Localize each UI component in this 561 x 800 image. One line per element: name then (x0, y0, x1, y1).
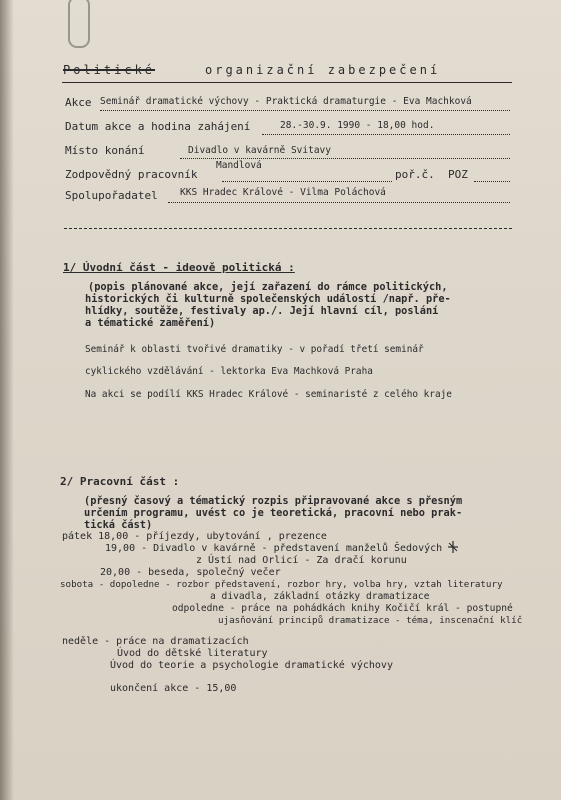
schedule-line: z Ústí nad Orlicí - Za dračí korunu (196, 555, 407, 566)
spolu-label: Spolupořadatel (65, 189, 158, 202)
section2-desc-line: (přesný časový a tématický rozpis připravované akce s přesným (84, 495, 463, 507)
section1-desc-line: a tématické zaměření) (85, 317, 216, 329)
datum-dotline (262, 134, 510, 135)
struck-title-word: Politické (63, 63, 156, 77)
misto-value: Divadlo v kavárně Svitavy (188, 145, 331, 156)
section2-desc-line: určením programu, uvést co je teoretická, pracovní nebo prak- (84, 507, 463, 519)
zodp-value: Mandlová (216, 160, 262, 171)
schedule-line: 19,00 - Divadlo v kavárně - představení manželů Šedových (105, 543, 443, 554)
section1-body-line: Seminář k oblasti tvořivé dramatiky - v pořadí třetí seminář (85, 344, 424, 355)
schedule-line: neděle - práce na dramatizacích (62, 636, 249, 647)
section1-desc-line: historických či kulturně společenských událostí /např. pře- (85, 293, 451, 305)
schedule-line: Úvod do teorie a psychologie dramatické výchovy (110, 660, 393, 671)
datum-value: 28.-30.9. 1990 - 18,00 hod. (280, 120, 435, 131)
akce-dotline (100, 110, 510, 111)
section2-heading (60, 476, 179, 488)
section2-desc-line: tická část) (84, 519, 153, 531)
schedule-line: sobota - dopoledne - rozbor představení, rozbor hry, volba hry, vztah literatury (60, 579, 503, 590)
akce-value: Seminář dramatické výchovy - Praktická dramaturgie - Eva Machková (100, 96, 472, 107)
schedule-line: ukončení akce - 15,00 (110, 683, 237, 694)
page-shadow (0, 0, 14, 800)
por-label: poř.č. (395, 168, 435, 181)
section1-heading: 1/ Úvodní část - ideově politická : (63, 261, 295, 274)
section-divider (64, 228, 512, 229)
spolu-value: KKS Hradec Králové - Vilma Poláchová (180, 187, 386, 198)
por-dotline (474, 181, 510, 182)
section1-body-line: Na akci se podílí KKS Hradec Králové - seminaristé z celého kraje (85, 389, 452, 400)
schedule-line: odpoledne - práce na pohádkách knihy Kočičí král - postupné (172, 603, 513, 614)
header-rule (62, 82, 512, 83)
schedule-line: a divadla, základní otázky dramatizace (210, 591, 430, 602)
schedule-line: pátek 18,00 - příjezdy, ubytování , prezence (62, 531, 327, 542)
schedule-line: Úvod do dětské literatury (117, 648, 268, 659)
misto-dotline (180, 158, 510, 159)
zodp-dotline (222, 181, 392, 182)
schedule-line: 20,00 - beseda, společný večer (100, 567, 281, 578)
page-title: organizační zabezpečení (205, 63, 441, 77)
datum-label: Datum akce a hodina zahájení (65, 120, 251, 133)
section1-desc-line: hlídky, soutěže, festivaly ap./. Její hlavní cíl, poslání (85, 305, 439, 317)
akce-label: Akce (65, 96, 92, 109)
paper-clip-icon (68, 0, 90, 48)
section2-heading-text: 2/ Pracovní část : (60, 475, 180, 488)
spolu-dotline (168, 202, 510, 203)
section1-desc-line: (popis plánované akce, její zařazení do rámce politických, (88, 281, 448, 293)
schedule-line: ujasňování principů dramatizace - téma, inscenační klíč (218, 615, 523, 626)
section1-body-line: cyklického vzdělávání - lektorka Eva Machková Praha (85, 366, 373, 377)
handwritten-asterisk-icon (446, 540, 460, 554)
por-value: POZ (448, 168, 468, 181)
zodp-label: Zodpovědný pracovník (65, 168, 198, 181)
misto-label: Místo konání (65, 144, 145, 157)
